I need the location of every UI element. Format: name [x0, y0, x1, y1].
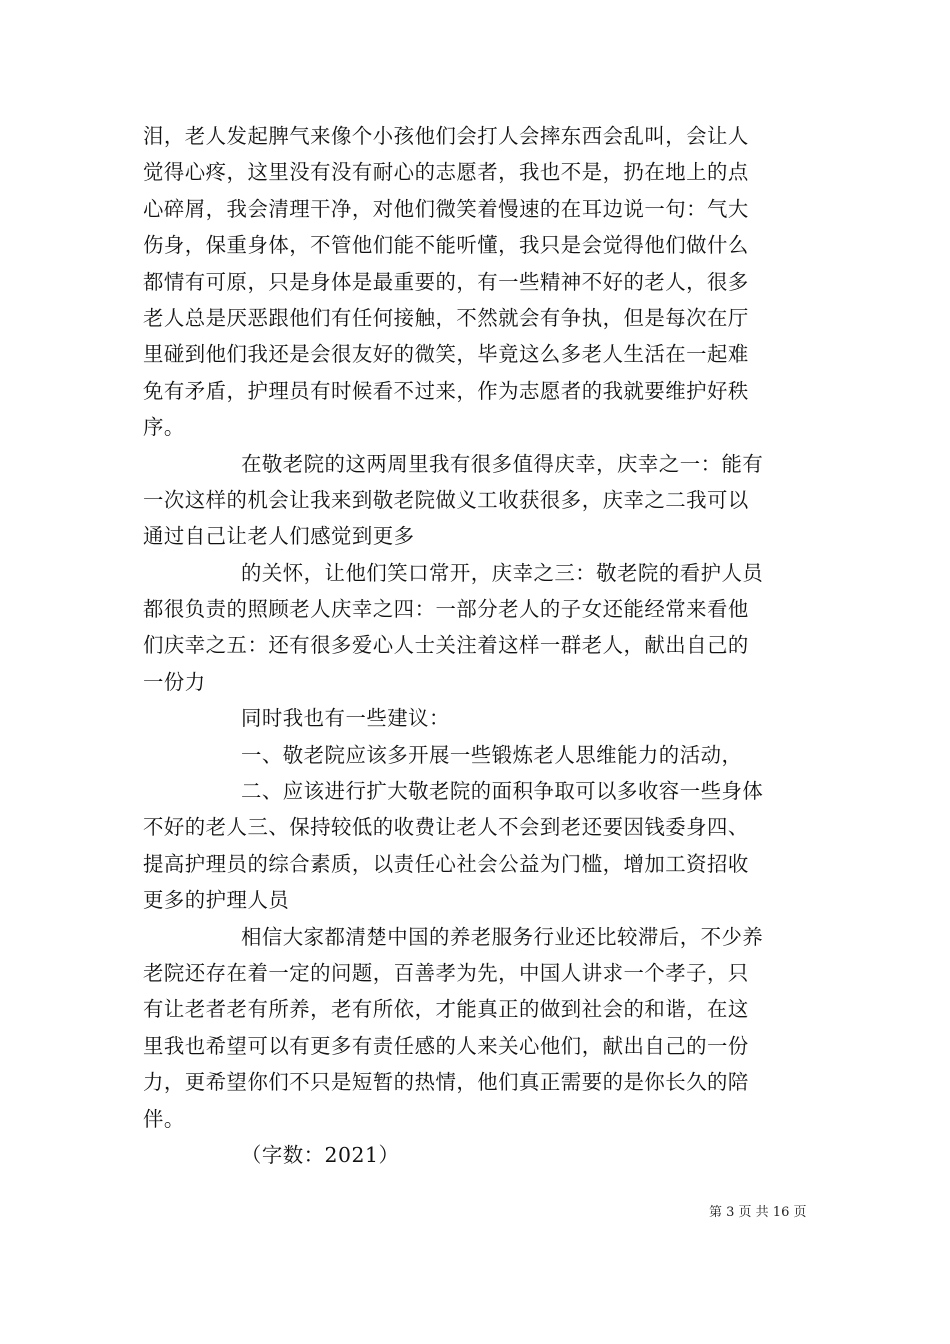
text-line: 都情有可原，只是身体是最重要的，有一些精神不好的老人，很多 [143, 269, 749, 294]
text-line: 不好的老人三、保持较低的收费让老人不会到老还要因钱委身四、 [143, 815, 749, 840]
body-text [143, 118, 811, 1173]
paragraph-start-line: 相信大家都清楚中国的养老服务行业还比较滞后，不少养 [241, 924, 764, 949]
text-line: 们庆幸之五：还有很多爱心人士关注着这样一群老人，献出自己的 [143, 633, 749, 658]
paragraph-start-line: 在敬老院的这两周里我有很多值得庆幸，庆幸之一：能有 [241, 451, 764, 476]
text-line: 有让老者老有所养，老有所依，才能真正的做到社会的和谐，在这 [143, 997, 749, 1022]
text-line: 免有矛盾，护理员有时候看不过来，作为志愿者的我就要维护好秩 [143, 378, 749, 403]
text-line: 序。 [143, 415, 185, 440]
text-line: 老人总是厌恶跟他们有任何接触，不然就会有争执，但是每次在厅 [143, 305, 749, 330]
text-line: 一份力 [143, 669, 206, 694]
paragraph-start-line: 二、应该进行扩大敬老院的面积争取可以多收容一些身体 [241, 779, 764, 804]
text-line: 力，更希望你们不只是短暂的热情，他们真正需要的是你长久的陪 [143, 1070, 749, 1095]
text-line: 通过自己让老人们感觉到更多 [143, 524, 415, 549]
text-line: 更多的护理人员 [143, 888, 290, 913]
word-count: （字数：2021） [241, 1142, 400, 1167]
text-line: 一次这样的机会让我来到敬老院做义工收获很多，庆幸之二我可以 [143, 487, 749, 512]
text-line: 伤身，保重身体，不管他们能不能听懂，我只是会觉得他们做什么 [143, 233, 749, 258]
text-line: 里我也希望可以有更多有责任感的人来关心他们，献出自己的一份 [143, 1033, 749, 1058]
text-line: 心碎屑，我会清理干净，对他们微笑着慢速的在耳边说一句：气大 [143, 196, 749, 221]
text-line: 泪，老人发起脾气来像个小孩他们会打人会摔东西会乱叫，会让人 [143, 124, 749, 148]
indented-line: 的关怀，让他们笑口常开，庆幸之三：敬老院的看护人员 [241, 560, 764, 585]
text-line: 提高护理员的综合素质，以责任心社会公益为门槛，增加工资招收 [143, 851, 749, 876]
paragraph-start-line: 同时我也有一些建议： [241, 706, 450, 731]
text-line: 伴。 [143, 1106, 185, 1131]
text-line: 里碰到他们我还是会很友好的微笑，毕竟这么多老人生活在一起难 [143, 342, 749, 367]
page-number: 第 3 页 共 16 页 [709, 1205, 807, 1220]
text-line: 都很负责的照顾老人庆幸之四：一部分老人的子女还能经常来看他 [143, 597, 749, 622]
text-line: 觉得心疼，这里没有没有耐心的志愿者，我也不是，扔在地上的点 [143, 160, 749, 185]
paragraph-start-line: 一、敬老院应该多开展一些锻炼老人思维能力的活动， [241, 742, 743, 767]
text-line: 老院还存在着一定的问题，百善孝为先，中国人讲求一个孝子，只 [143, 960, 749, 985]
